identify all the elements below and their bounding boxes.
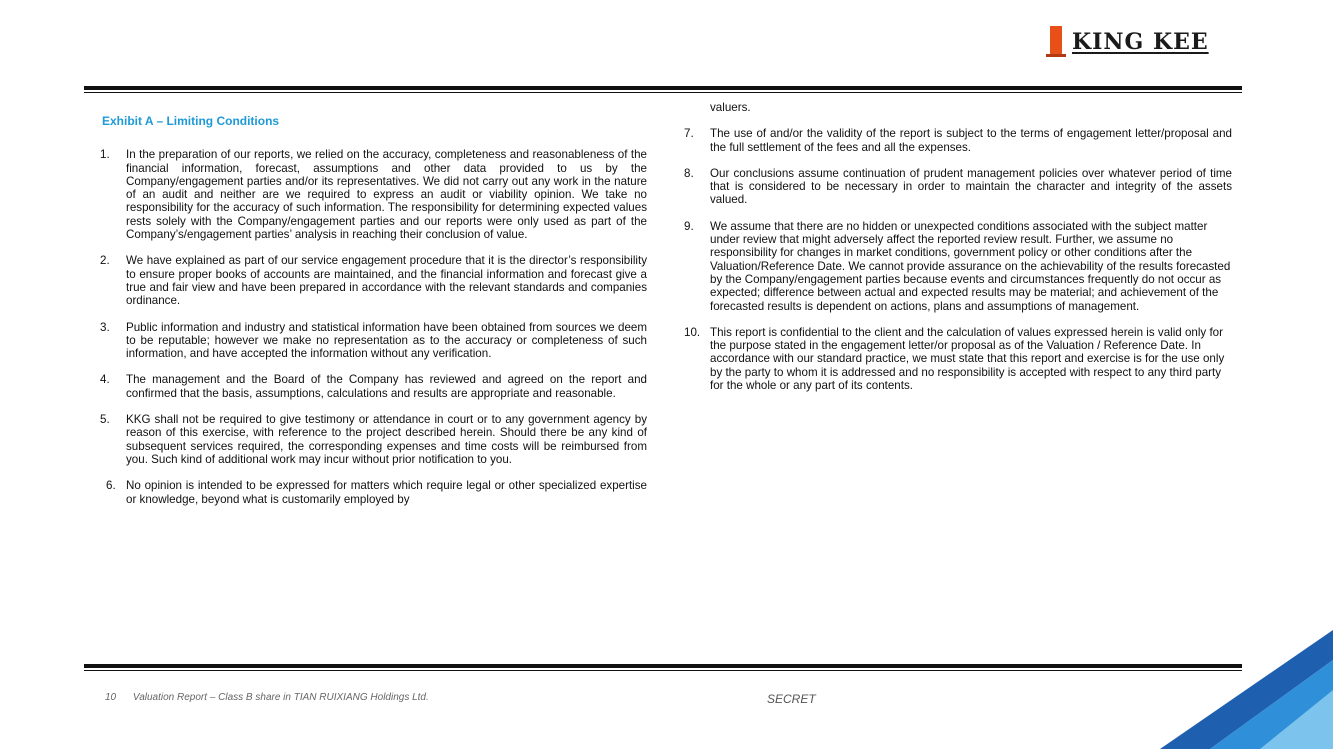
item-number: 1. (100, 148, 110, 162)
item-text: We have explained as part of our service engagement procedure that it is the director’s responsibility to ensure proper books of accounts are maintained, and the financial information and forecast give a true and fair view and have been prepared in accordance with the relevant standards and companies ordinance. (126, 254, 647, 308)
item-text: KKG shall not be required to give testimony or attendance in court or to any government agency by reason of this exercise, with reference to the project described herein. Should there be any kind of subsequent services required, the corresponding expenses and time costs will be reimbursed from you. Such kind of additional work may incur without prior notification to you. (126, 413, 647, 466)
item-number: 9. (684, 219, 694, 233)
footer-left (105, 692, 429, 703)
right-column (684, 101, 1232, 405)
list-item (100, 148, 647, 241)
list-item (100, 373, 647, 400)
section-heading: Exhibit A – Limiting Conditions (102, 114, 280, 128)
item-number: 7. (684, 127, 694, 141)
footer-title: Valuation Report – Class B share in TIAN RUIXIANG Holdings Ltd. (132, 692, 429, 703)
header-rule-thin (84, 92, 1242, 93)
item-text: We assume that there are no hidden or unexpected conditions associated with the subject matter under review that might adversely affect the reported review result. Further, we assume no responsibility for changes in market conditions, government policy or other conditions after the Valuation/Reference Date. We cannot provide assurance on the achievability of the results forecasted by the Company/engagement parties because events and circumstances frequently do not occur as expected; difference between actual and expected results may be material; and achievement of the forecasted results is dependent on actions, plans and assumptions of management. (710, 219, 1231, 313)
item-text: The management and the Board of the Company has reviewed and agreed on the report and confirmed that the basis, assumptions, calculations and results are appropriate and reasonable. (126, 373, 647, 400)
list-item (100, 254, 647, 307)
item-text: No opinion is intended to be expressed for matters which require legal or other specialized expertise or knowledge, beyond what is customarily employed by (126, 479, 647, 506)
item-number: 6. (106, 479, 116, 493)
classification-label: SECRET (767, 692, 816, 706)
list-item (684, 127, 1232, 154)
item-number: 2. (100, 254, 110, 268)
item-number: 10. (684, 325, 701, 339)
footer-rule-thin (84, 670, 1242, 671)
item-number: 3. (100, 320, 110, 334)
header-rule (84, 86, 1242, 90)
list-item (684, 220, 1232, 313)
footer-rule (84, 664, 1242, 668)
list-item (684, 326, 1232, 392)
item-text: This report is confidential to the client and the calculation of values expressed herein is valid only for the purpose stated in the engagement letter/or proposal as of the Valuation / Reference Date. In accordance with our standard practice, we must state that this report and exercise is for the use only by the party to whom it is addressed and no responsibility is accepted with respect to any third party for the whole or any part of its contents. (710, 325, 1225, 393)
list-item (100, 413, 647, 466)
king-kee-logo (1046, 26, 1242, 58)
item-number: 5. (100, 413, 110, 427)
corner-decoration (1150, 630, 1333, 749)
item-text: Our conclusions assume continuation of prudent management policies over whatever period of time that is considered to be necessary in order to maintain the character and integrity of the assets valued. (710, 166, 1232, 207)
left-column (100, 108, 647, 519)
item-number: 8. (684, 166, 694, 180)
list-item (100, 479, 647, 506)
continued-text: valuers. (710, 101, 751, 114)
item-number: 4. (100, 373, 110, 387)
item-text: The use of and/or the validity of the report is subject to the terms of engagement letter/proposal and the full settlement of the fees and all the expenses. (710, 127, 1232, 154)
list-item (100, 321, 647, 361)
item-text: In the preparation of our reports, we relied on the accuracy, completeness and reasonableness of the financial information, forecast, assumptions and other data provided to us by the Company/engagement parties and/or its representatives. We did not carry out any work in the nature of an audit and neither are we required to express an audit or viability opinion. We take no responsibility for the accuracy of such information. The responsibility for determining expected values rests solely with the Company/engagement parties and our reports were only used as part of the Company’s/engagement parties’ analysis in reaching their conclusion of value. (126, 148, 647, 242)
logo-mark-icon (1046, 26, 1066, 58)
item-text: Public information and industry and statistical information have been obtained from sources we deem to be reputable; however we make no representation as to the accuracy or completeness of such information, and have accepted the information without any verification. (126, 320, 647, 361)
list-item (684, 167, 1232, 207)
logo-text: KING KEE (1072, 29, 1209, 55)
page-number: 10 (105, 692, 117, 703)
